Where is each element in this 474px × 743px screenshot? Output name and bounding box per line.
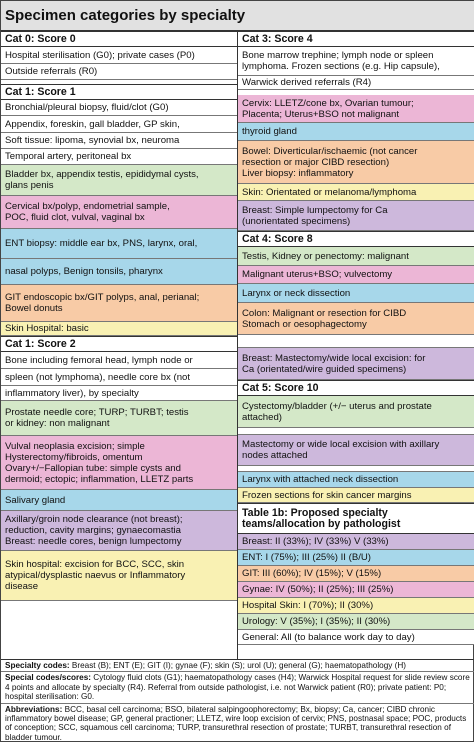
specimen-row: spleen (not lymphoma), needle core bx (not <box>1 369 237 386</box>
specimen-row: Prostate needle core; TURP; TURBT; testis or kidney: non malignant <box>1 401 237 436</box>
specimen-row: Appendix, foreskin, gall bladder, GP skin, <box>1 116 237 133</box>
specimen-row: Bowel: Diverticular/ischaemic (not cancer resection or major CIBD resection) Liver biopsy: inflammatory <box>238 141 474 184</box>
specimen-row: Larynx or neck dissection <box>238 284 474 303</box>
category-header: Table 1b: Proposed specialty teams/allocation by pathologist <box>238 503 474 534</box>
category-header: Cat 0: Score 0 <box>1 31 237 47</box>
specimen-row: Skin: Orientated or melanoma/lymphoma <box>238 184 474 201</box>
specimen-row: GIT endoscopic bx/GIT polyps, anal, perianal; Bowel donuts <box>1 285 237 322</box>
specimen-row: Axillary/groin node clearance (not breast); reduction, cavity margins; gynaecomastia Breast: needle cores, benign lumpectomy <box>1 511 237 551</box>
specimen-row: inflammatory liver), by specialty <box>1 386 237 401</box>
table-title: Specimen categories by specialty <box>1 1 474 31</box>
specimen-row: Bone marrow trephine; lymph node or spleen lymphoma. Frozen sections (e.g. Hip capsule), <box>238 47 474 76</box>
specimen-row: Cystectomy/bladder (+/− uterus and prostate attached) <box>238 396 474 428</box>
specimen-row: Malignant uterus+BSO; vulvectomy <box>238 266 474 284</box>
specimen-row: ENT biopsy: middle ear bx, PNS, larynx, oral, <box>1 229 237 259</box>
specimen-row: Bronchial/pleural biopsy, fluid/clot (G0) <box>1 100 237 116</box>
specimen-row: Testis, Kidney or penectomy: malignant <box>238 247 474 266</box>
category-header: Cat 1: Score 2 <box>1 336 237 352</box>
specimen-row: Outside referrals (R0) <box>1 64 237 80</box>
abbreviations-label: Abbreviations: <box>5 704 63 714</box>
abbreviations-note <box>1 704 474 743</box>
specimen-row: Bone including femoral head, lymph node or <box>1 352 237 369</box>
specimen-row: Vulval neoplasia excision; simple Hysterectomy/fibroids, omentum Ovary+/−Fallopian tube: simple cysts and dermoid; ectopic; inflammation, LLETZ parts <box>1 436 237 490</box>
category-header: Cat 5: Score 10 <box>238 380 474 396</box>
specimen-row: Skin Hospital: basic <box>1 322 237 336</box>
specimen-row: Gynae: IV (50%); II (25%); III (25%) <box>238 582 474 598</box>
table-footnotes <box>1 659 474 743</box>
category-header: Cat 1: Score 1 <box>1 84 237 100</box>
specimen-row <box>238 335 474 348</box>
specimen-row: Breast: Mastectomy/wide local excision: for Ca (orientated/wire guided specimens) <box>238 348 474 380</box>
specimen-row: Frozen sections for skin cancer margins <box>238 488 474 503</box>
specimen-row: Salivary gland <box>1 490 237 511</box>
specimen-row: Breast: Simple lumpectomy for Ca (unorientated specimens) <box>238 201 474 231</box>
specimen-row: Skin hospital: excision for BCC, SCC, skin atypical/dysplastic naevus or Inflammatory disease <box>1 551 237 601</box>
specimen-row <box>238 428 474 435</box>
specimen-row: Cervical bx/polyp, endometrial sample, POC, fluid clot, vulval, vaginal bx <box>1 196 237 229</box>
specimen-row: GIT: III (60%); IV (15%); V (15%) <box>238 566 474 582</box>
specimen-row: Bladder bx, appendix testis, epididymal cysts, glans penis <box>1 165 237 196</box>
specimen-row: Hospital Skin: I (70%); II (30%) <box>238 598 474 614</box>
specimen-row: Breast: II (33%); IV (33%) V (33%) <box>238 534 474 550</box>
specimen-row: ENT: I (75%); III (25%) II (B/U) <box>238 550 474 566</box>
special-codes-label: Special codes/scores: <box>5 673 92 683</box>
specimen-row: General: All (to balance work day to day) <box>238 630 474 645</box>
specimen-row: Warwick derived referrals (R4) <box>238 76 474 90</box>
right-column <box>238 31 474 659</box>
specialty-codes-text: Breast (B); ENT (E); GIT (I); gynae (F); skin (S); urol (U); general (G); haematopathology (H) <box>69 661 407 670</box>
specialty-codes-label: Specialty codes: <box>5 661 70 670</box>
specimen-row: Soft tissue: lipoma, synovial bx, neuroma <box>1 133 237 149</box>
specialty-codes-note <box>1 660 474 672</box>
specimen-row: Cervix: LLETZ/cone bx, Ovarian tumour; Placenta; Uterus+BSO not malignant <box>238 95 474 123</box>
category-header: Cat 4: Score 8 <box>238 231 474 247</box>
left-column <box>1 31 238 659</box>
special-codes-note <box>1 672 474 703</box>
special-codes-text: Cytology fluid clots (G1); haematopathology cases (H4); Warwick Hospital request for slide review score 4 points and allocate by specialty (R4). Referral from outside pathologist, i.e. not Warwick patient (R0); private patient: P0; hospital sterilisation: G0. <box>5 673 470 702</box>
specimen-row: Larynx with attached neck dissection <box>238 472 474 488</box>
specimen-row: Temporal artery, peritoneal bx <box>1 149 237 165</box>
specimen-row: nasal polyps, Benign tonsils, pharynx <box>1 259 237 285</box>
specimen-row: Colon: Malignant or resection for CIBD Stomach or oesophagectomy <box>238 303 474 335</box>
abbreviations-text: BCC, basal cell carcinoma; BSO, bilateral salpingoophorectomy; Bx, biopsy; Ca, cancer; CIBD chronic inflammatory bowel disease; GP, general practioner; LLETZ, wire loop excision of cervix; PNS, postnasal space; POC, products of conception; SCC, squamous cell carcinoma; TURP, transurethral resection of prostate; TURBT, transurethral resection of bladder tumour. <box>5 704 467 742</box>
specimen-row: Hospital sterilisation (G0); private cases (P0) <box>1 47 237 64</box>
specimen-row: Urology: V (35%); I (35%); II (30%) <box>238 614 474 630</box>
specimen-row: Mastectomy or wide local excision with axillary nodes attached <box>238 435 474 466</box>
specimen-row: thyroid gland <box>238 123 474 141</box>
category-header: Cat 3: Score 4 <box>238 31 474 47</box>
